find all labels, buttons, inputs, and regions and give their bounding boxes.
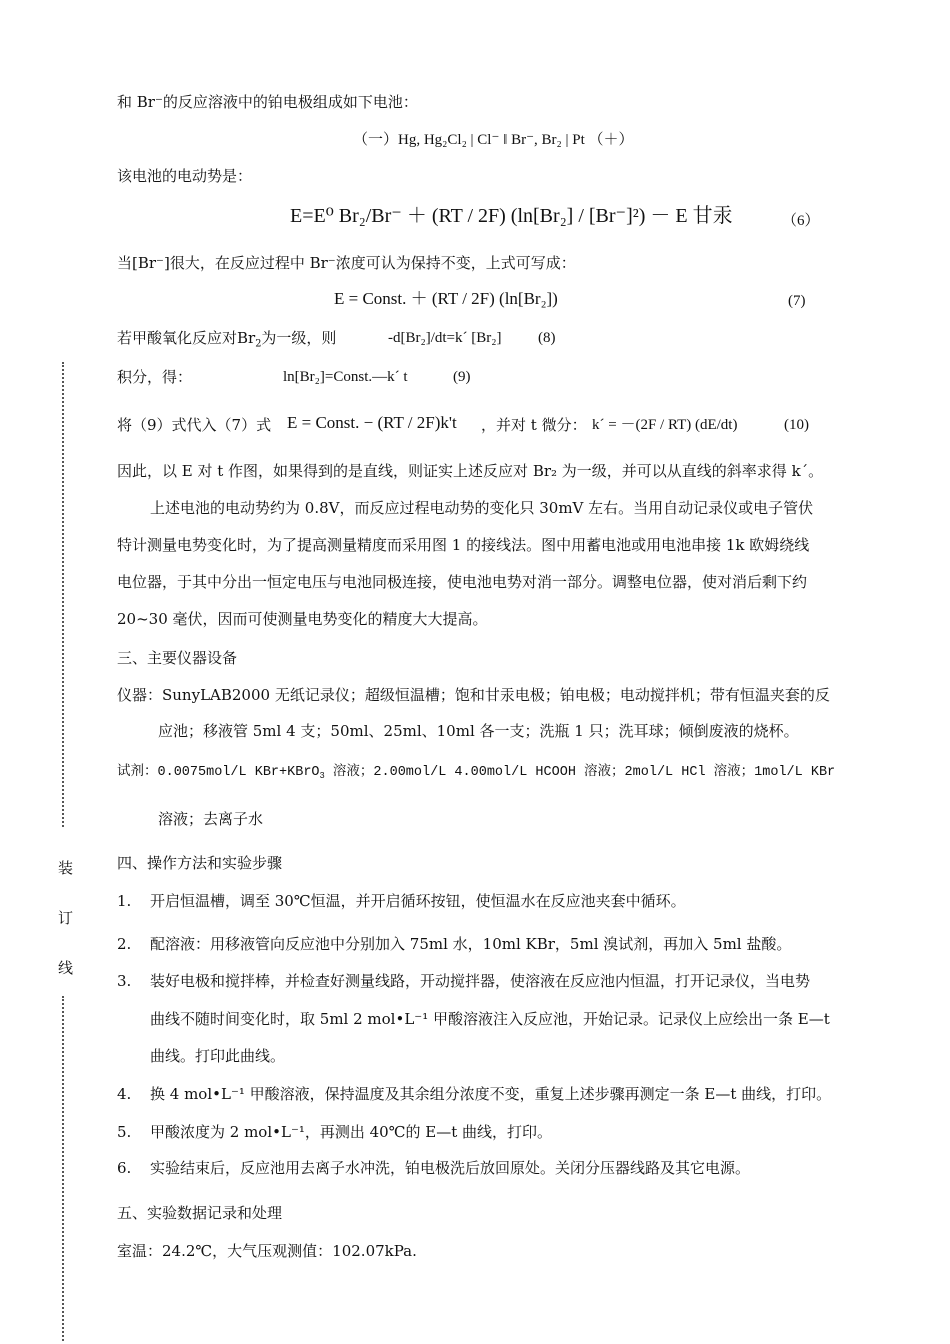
step-number: 5. [117,1123,132,1141]
paragraph-line: 上述电池的电动势约为 0.8V，而反应过程电动势的变化只 30mV 左右。当用自动记录仪或电子管伏 [150,499,814,517]
equation-8-number: (8) [538,330,556,346]
binding-char-zhuang: 装 [58,859,74,877]
binding-dotted-line-top [62,362,64,827]
equation-7: E = Const. ＋ (RT / 2F) (ln[Br₂]) [334,289,558,308]
text-line: 和 Br⁻的反应溶液中的铂电极组成如下电池： [117,93,418,111]
paragraph-line: 特计测量电势变化时，为了提高测量精度而采用图 1 的接线法。图中用蓄电池或用电池串接 1k 欧姆绕线 [117,536,810,554]
step-number: 3. [117,972,132,990]
room-conditions: 室温：24.2℃，大气压观测值：102.07kPa. [117,1242,417,1260]
text-line [117,329,337,350]
subscript: 2 [255,338,262,350]
step-text: 甲酸浓度为 2 mol•L⁻¹，再测出 40℃的 E—t 曲线，打印。 [150,1123,553,1141]
instruments-line: 应池；移液管 5ml 4 支；50ml、25ml、10ml 各一支；洗瓶 1 只；洗耳球；倾倒废液的烧杯。 [158,722,799,740]
equation-10-substitution: E = Const. − (RT / 2F)k't [287,413,457,432]
text-line: 将（9）式代入（7）式 [117,416,272,434]
section-heading: 五、实验数据记录和处理 [117,1204,283,1222]
step-text: 配溶液：用移液管向反应池中分别加入 75ml 水，10ml KBr，5ml 溴试剂，再加入 5ml 盐酸。 [150,935,792,953]
text-line: 积分，得： [117,368,193,386]
cell-notation: （一）Hg, Hg₂Cl₂ | Cl⁻ ‖ Br⁻, Br₂ | Pt （＋） [353,132,634,148]
step-text: 换 4 mol•L⁻¹ 甲酸溶液，保持温度及其余组分浓度不变，重复上述步骤再测定一条 E—t 曲线，打印。 [150,1085,832,1103]
instruments-line: 仪器：SunyLAB2000 无纸记录仪；超级恒温槽；饱和甘汞电极；铂电极；电动搅拌机；带有恒温夹套的反 [117,686,830,704]
section-heading: 四、操作方法和实验步骤 [117,854,283,872]
equation-7-number: (7) [788,293,806,309]
equation-8: -d[Br₂]/dt=k´ [Br₂] [388,330,502,346]
step-number: 4. [117,1085,132,1103]
paragraph-line: 电位器，于其中分出一恒定电压与电池同极连接，使电池电势对消一部分。调整电位器，使对消后剩下约 [117,573,808,591]
step-text: 曲线不随时间变化时，取 5ml 2 mol•L⁻¹ 甲酸溶液注入反应池，开始记录。记录仪上应绘出一条 E—t [150,1010,830,1028]
text-fragment: 为一级，则 [261,329,337,347]
equation-6: E=E⁰ Br₂/Br⁻ ＋ (RT / 2F) (ln[Br₂] / [Br⁻]²) － E 甘汞 [290,205,733,227]
text-fragment: 若甲酸氧化反应对Br [117,329,256,347]
equation-6-number: （6） [782,213,820,229]
text-fragment: 试剂：0.0075mol/L KBr+KBrO [117,765,320,780]
step-number: 1. [117,892,132,910]
paragraph-line: 20~30 毫伏，因而可使测量电势变化的精度大大提高。 [117,610,488,628]
step-text: 开启恒温槽，调至 30℃恒温，并开启循环按钮，使恒温水在反应池夹套中循环。 [150,892,686,910]
step-text: 实验结束后，反应池用去离子水冲洗，铂电极洗后放回原处。关闭分压器线路及其它电源。 [150,1159,751,1177]
equation-9: ln[Br₂]=Const.—k´ t [283,369,408,385]
reagents-line: 溶液；去离子水 [158,810,264,828]
equation-9-number: (9) [453,369,471,385]
reagents-line [117,765,835,781]
step-number: 6. [117,1159,132,1177]
step-text: 曲线。打印此曲线。 [150,1047,286,1065]
binding-char-ding: 订 [58,909,74,927]
binding-dotted-line-bottom [62,996,64,1341]
text-line: 当[Br⁻]很大，在反应过程中 Br⁻浓度可认为保持不变，上式可写成： [117,254,576,272]
text-line: 该电池的电动势是： [117,167,253,185]
step-number: 2. [117,935,132,953]
equation-10-number: (10) [784,417,809,433]
equation-10: k´ = －(2F / RT) (dE/dt) [592,417,738,433]
section-heading: 三、主要仪器设备 [117,649,238,667]
text-line: ，并对 t 微分： [481,416,587,434]
text-line: 因此，以 E 对 t 作图，如果得到的是直线，则证实上述反应对 Br₂ 为一级，并可以从直线的斜率求得 k´。 [117,462,824,480]
text-fragment: 溶液；2.00mol/L 4.00mol/L HCOOH 溶液；2mol/L HCl 溶液；1mol/L KBr [324,765,836,780]
binding-char-xian: 线 [58,959,74,977]
step-text: 装好电极和搅拌棒，并检查好测量线路，开动搅拌器，使溶液在反应池内恒温，打开记录仪，当电势 [150,972,811,990]
subscript: 3 [319,771,325,782]
